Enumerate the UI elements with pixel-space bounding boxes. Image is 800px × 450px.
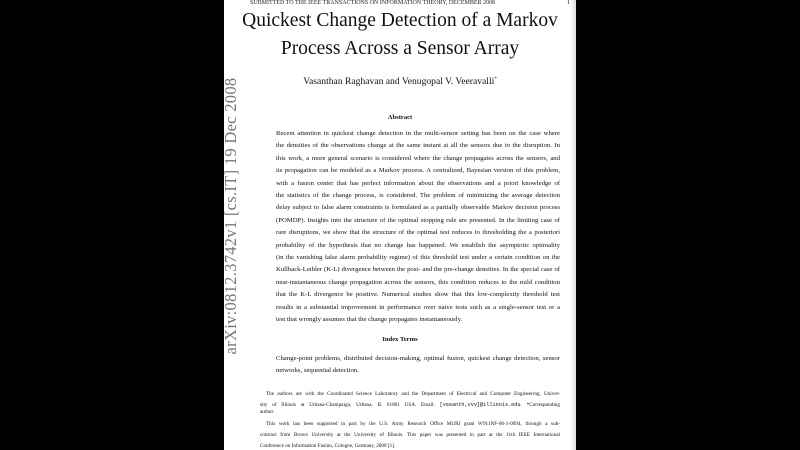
footnote-line: This work has been supported in part by the U.S. Army Research Office MURI grant W911NF-06-1-0094, through a sub- — [266, 421, 560, 427]
abstract-line: its propagation can be modeled as a Markov process. A centralized, Bayesian version of this problem, — [276, 167, 560, 175]
abstract-line: this work, a more general scenario is considered where the change propagates across the sensors, and — [276, 154, 560, 162]
abstract-line: probability of the hypothesis that no change has happened. We establish the asymptotic optimality — [276, 241, 560, 249]
index-terms-line: Change-point problems, distributed decision-making, optimal fusion, quickest change detection, sensor — [276, 355, 560, 362]
footnote-line: Conference on Information Fusion, Cologne, Germany, 2008 [1]. — [260, 443, 396, 449]
abstract-line: (POMDP). Insights into the structure of the optimal stopping rule are presented. In the limiting case of — [276, 216, 560, 224]
footnote-line: The authors are with the Coordinated Science Laboratory and the Department of Electrical and Computer Engineering, Univer- — [266, 391, 560, 397]
abstract-line: test that wrongly assumes that the change propagates instantaneously. — [276, 316, 463, 323]
abstract-line: results in a substantial improvement in performance over naive tests such as a single-sensor test or a — [276, 303, 560, 311]
corresponding-note: . *Corresponding — [520, 402, 560, 408]
abstract-line: the densities of the observations change at the same instant at all the sensors due to the disruption. In — [276, 142, 560, 150]
abstract-line: near-instantaneous change propagation across the sensors, this condition reduces to the mild condition — [276, 278, 560, 286]
abstract-line: Recent attention in quickest change detection in the multi-sensor setting has been on the case where — [276, 130, 560, 137]
footnote-line: author. — [260, 409, 275, 415]
abstract-line: with a fusion center that has perfect information about the observations and a priori knowledge of — [276, 179, 560, 187]
footnote-text: sity of Illinois at Urbana-Champaign, Urbana, IL 61801 USA. Email: — [260, 402, 440, 408]
paper-page — [224, 0, 576, 450]
abstract-line: (in the vanishing false alarm probability regime) of this threshold test under a certain condition on the — [276, 254, 560, 261]
abstract-heading: Abstract — [387, 114, 413, 121]
arxiv-stamp: arXiv:0812.3742v1 [cs.IT] 19 Dec 2008 — [221, 77, 240, 355]
running-head: SUBMITTED TO THE IEEE TRANSACTIONS ON INFORMATION THEORY, DECEMBER 2008 — [250, 0, 496, 6]
authors — [224, 76, 576, 87]
corresponding-mark: * — [494, 76, 497, 82]
footnote-line: contract from Brown University at the University of Illinois. This paper was presented in part at the 11th IEEE International — [260, 432, 560, 438]
index-terms-line: networks, sequential detection. — [276, 367, 359, 374]
index-terms-heading: Index Terms — [382, 336, 418, 343]
abstract-line: the statistics of the change process, is considered. The problem of minimizing the average detection — [276, 192, 560, 199]
footnote-line — [260, 402, 560, 408]
page-number: 1 — [567, 0, 570, 6]
email-address: [vasanth,vvv]@illinois.edu — [439, 402, 521, 408]
author-names: Vasanthan Raghavan and Venugopal V. Veeravalli — [303, 76, 495, 87]
abstract-line: that the K-L divergence be positive. Numerical studies show that this low-complexity threshold test — [276, 291, 560, 299]
abstract-line: rare disruptions, we show that the structure of the optimal test reduces to thresholding the a posteriori — [276, 229, 560, 237]
title-line-1: Quickest Change Detection of a Markov — [242, 10, 558, 31]
title-line-2: Process Across a Sensor Array — [280, 38, 520, 59]
abstract-line: Kullback-Leibler (K-L) divergence between the post- and the pre-change densities. In the special case of — [276, 266, 560, 274]
abstract-line: delay subject to false alarm constraints is formulated as a partially observable Markov decision process — [276, 204, 560, 212]
